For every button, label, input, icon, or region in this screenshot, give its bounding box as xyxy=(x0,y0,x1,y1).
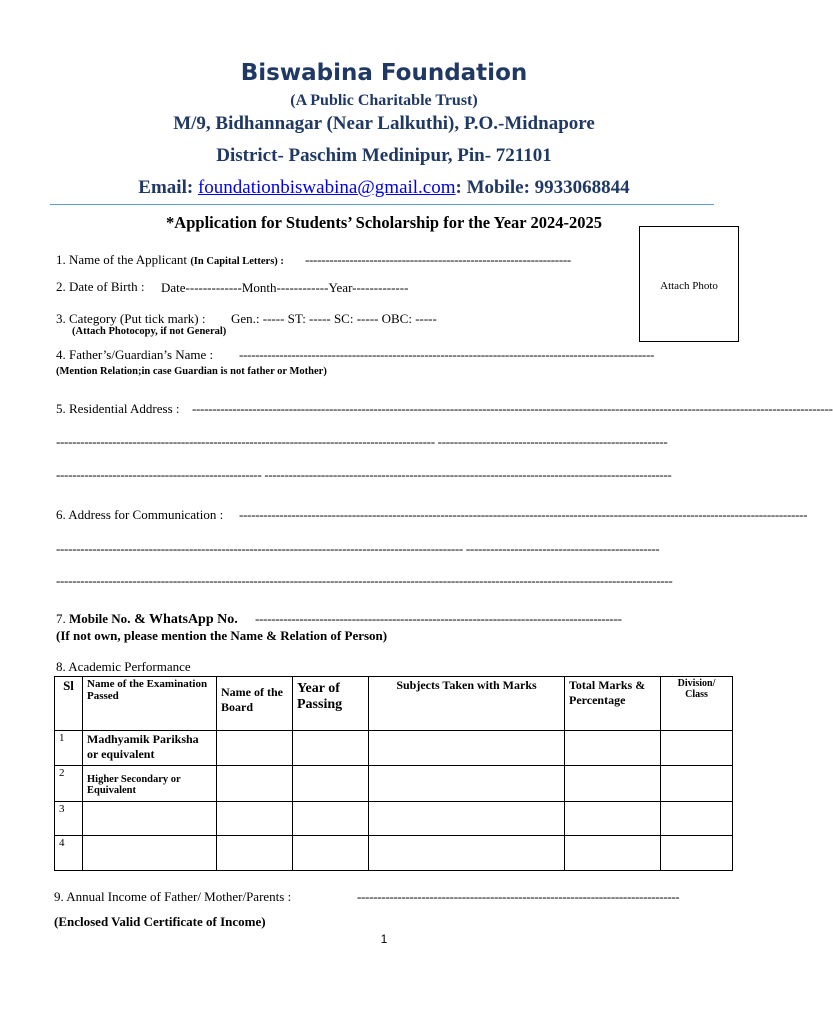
dob-label: 2. Date of Birth : xyxy=(56,279,145,294)
address-line-2: District- Paschim Medinipur, Pin- 721101 xyxy=(216,145,552,166)
row-exam: Madhyamik Pariksha or equivalent xyxy=(83,731,217,766)
mobile-label: : Mobile: 9933068844 xyxy=(455,177,630,198)
row-sl: 2 xyxy=(55,766,83,802)
mobile-number-prefix: 7. xyxy=(56,611,69,626)
dob-input[interactable]: Date-------------Month------------Year------------- xyxy=(161,280,409,295)
income-note: (Enclosed Valid Certificate of Income) xyxy=(54,914,266,929)
cell-subjects[interactable] xyxy=(369,802,565,836)
email-label: Email: xyxy=(138,177,198,198)
cell-subjects[interactable] xyxy=(369,766,565,802)
communication-line-3[interactable]: --------------------------------------------------------------------------------------------------------------------------------------------------------- xyxy=(56,573,673,588)
name-note: (In Capital Letters) : xyxy=(190,256,284,267)
communication-line-1[interactable]: --------------------------------------------------------------------------------------------------------------------------------------------- xyxy=(239,507,808,522)
cell-division[interactable] xyxy=(661,731,733,766)
academic-label: 8. Academic Performance xyxy=(56,659,191,674)
col-header-exam: Name of the Examination Passed xyxy=(83,677,217,731)
row-exam[interactable] xyxy=(83,802,217,836)
cell-board[interactable] xyxy=(217,731,293,766)
row-sl: 3 xyxy=(55,802,83,836)
cell-year[interactable] xyxy=(293,802,369,836)
mobile-note: (If not own, please mention the Name & Relation of Person) xyxy=(56,628,388,643)
whatsapp-label: . & WhatsApp No. xyxy=(127,612,238,627)
col-header-board: Name of the Board xyxy=(217,677,293,731)
cell-subjects[interactable] xyxy=(369,836,565,871)
table-row xyxy=(55,836,733,871)
cell-total[interactable] xyxy=(565,731,661,766)
cell-year[interactable] xyxy=(293,731,369,766)
row-exam[interactable] xyxy=(83,836,217,871)
cell-total[interactable] xyxy=(565,766,661,802)
cell-division[interactable] xyxy=(661,802,733,836)
org-name: Biswabina Foundation xyxy=(240,60,528,86)
mobile-label: Mobile No xyxy=(69,611,128,626)
income-input-line[interactable]: -------------------------------------------------------------------------------- xyxy=(357,889,680,904)
contact-line xyxy=(0,177,768,199)
cell-board[interactable] xyxy=(217,802,293,836)
residential-label: 5. Residential Address : xyxy=(56,401,180,416)
trust-subtitle: (A Public Charitable Trust) xyxy=(290,92,478,109)
mobile-field xyxy=(56,611,238,628)
cell-division[interactable] xyxy=(661,836,733,871)
category-note: (Attach Photocopy, if not General) xyxy=(72,326,227,337)
col-header-total: Total Marks & Percentage xyxy=(565,677,661,731)
row-sl: 4 xyxy=(55,836,83,871)
cell-year[interactable] xyxy=(293,766,369,802)
col-header-subjects: Subjects Taken with Marks xyxy=(369,677,565,731)
father-input-line[interactable]: ------------------------------------------------------------------------------------------------------- xyxy=(239,347,654,362)
email-link[interactable]: foundationbiswabina@gmail.com xyxy=(197,177,456,198)
cell-board[interactable] xyxy=(217,766,293,802)
category-input[interactable]: Gen.: ----- ST: ----- SC: ----- OBC: ----- xyxy=(231,311,437,326)
mobile-input-line[interactable]: ------------------------------------------------------------------------------------------- xyxy=(255,611,622,626)
communication-label: 6. Address for Communication : xyxy=(56,507,224,522)
col-header-division: Division/ Class xyxy=(661,677,733,731)
col-header-year: Year of Passing xyxy=(293,677,369,731)
residential-line-3[interactable]: --------------------------------------------------- ----------------------------------------------------------------------------------------------------- xyxy=(56,467,672,482)
photo-box[interactable] xyxy=(639,226,739,342)
table-header-row xyxy=(55,677,733,731)
row-exam: Higher Secondary or Equivalent xyxy=(83,766,217,802)
father-label: 4. Father’s/Guardian’s Name : xyxy=(56,347,214,362)
name-input-line[interactable]: ------------------------------------------------------------------ xyxy=(305,252,571,267)
name-label: 1. Name of the Applicant xyxy=(56,252,191,267)
header-divider xyxy=(50,204,714,205)
name-field xyxy=(56,252,284,268)
cell-subjects[interactable] xyxy=(369,731,565,766)
page-number: 1 xyxy=(380,932,388,946)
form-title: *Application for Students’ Scholarship for the Year 2024-2025 xyxy=(166,213,602,232)
col-header-sl: Sl xyxy=(55,677,83,731)
table-row xyxy=(55,766,733,802)
cell-board[interactable] xyxy=(217,836,293,871)
father-note: (Mention Relation;in case Guardian is not father or Mother) xyxy=(56,366,327,377)
residential-line-1[interactable]: --------------------------------------------------------------------------------------------------------------------------------------------------------------- xyxy=(192,401,833,416)
table-row xyxy=(55,802,733,836)
cell-year[interactable] xyxy=(293,836,369,871)
table-row xyxy=(55,731,733,766)
category-label: 3. Category (Put tick mark) : xyxy=(56,311,206,326)
address-line-1: M/9, Bidhannagar (Near Lalkuthi), P.O.-Midnapore xyxy=(173,113,595,134)
communication-line-2[interactable]: ----------------------------------------------------------------------------------------------------- ------------------------------------------------ xyxy=(56,541,660,556)
cell-division[interactable] xyxy=(661,766,733,802)
cell-total[interactable] xyxy=(565,836,661,871)
cell-total[interactable] xyxy=(565,802,661,836)
row-sl: 1 xyxy=(55,731,83,766)
photo-box-label: Attach Photo xyxy=(660,280,718,292)
income-label: 9. Annual Income of Father/ Mother/Parents : xyxy=(54,889,292,904)
residential-line-2[interactable]: ---------------------------------------------------------------------------------------------- --------------------------------------------------------- xyxy=(56,434,668,449)
academic-table xyxy=(54,676,733,871)
